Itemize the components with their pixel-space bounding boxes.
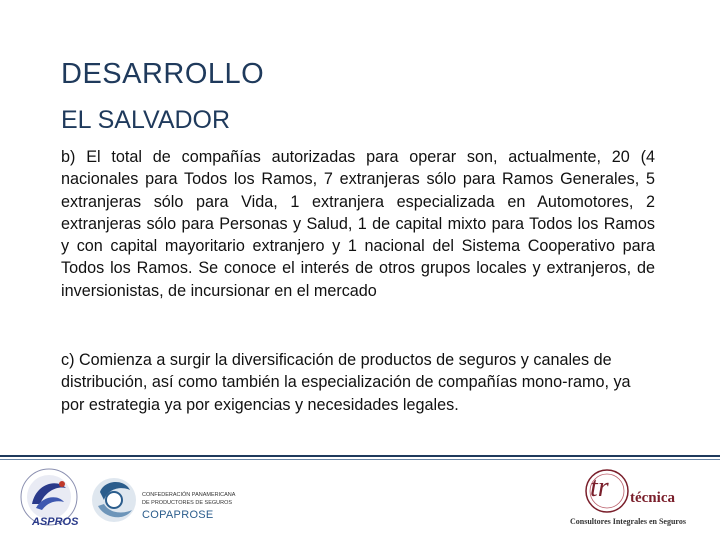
copaprose-label: COPAPROSE xyxy=(142,509,214,521)
paragraph-b: b) El total de compañías autorizadas para operar son, actualmente, 20 (4 nacionales para Todos los Ramos, 7 extranjeras sólo para Ramos Generales, 5 extranjeras sólo para Vida, 1 extranjera especializada en Automotores, 2 extranjeras sólo para Personas y Salud, 1 de capital mixto para Todos los Ramos y con capital mayoritario extranjero y 1 nacional del Sistema Cooperativo para Todos los Ramos. Se conoce el interés de otros grupos locales y extranjeros, de inversionistas, de incursionar en el mercado xyxy=(61,148,655,300)
copaprose-logo xyxy=(90,472,240,530)
slide-title: DESARROLLO xyxy=(61,58,265,90)
copaprose-line2: DE PRODUCTORES DE SEGUROS xyxy=(142,500,233,506)
footer-divider xyxy=(0,455,720,462)
slide-subtitle: EL SALVADOR xyxy=(61,106,231,134)
tecnica-logo xyxy=(570,468,710,528)
copaprose-line1: CONFEDERACIÓN PANAMERICANA xyxy=(142,492,236,498)
tecnica-tagline: Consultores Integrales en Seguros xyxy=(570,517,686,526)
paragraph-c: c) Comienza a surgir la diversificación de productos de seguros y canales de distribución, así como también la especialización de compañías mono-ramo, ya por estrategia ya por exigencias y necesidades legales. xyxy=(61,351,631,414)
aspros-logo xyxy=(14,466,84,532)
tecnica-mark: tr xyxy=(590,472,609,503)
aspros-label: ASPROS xyxy=(32,516,79,528)
tecnica-label: técnica xyxy=(630,490,675,506)
